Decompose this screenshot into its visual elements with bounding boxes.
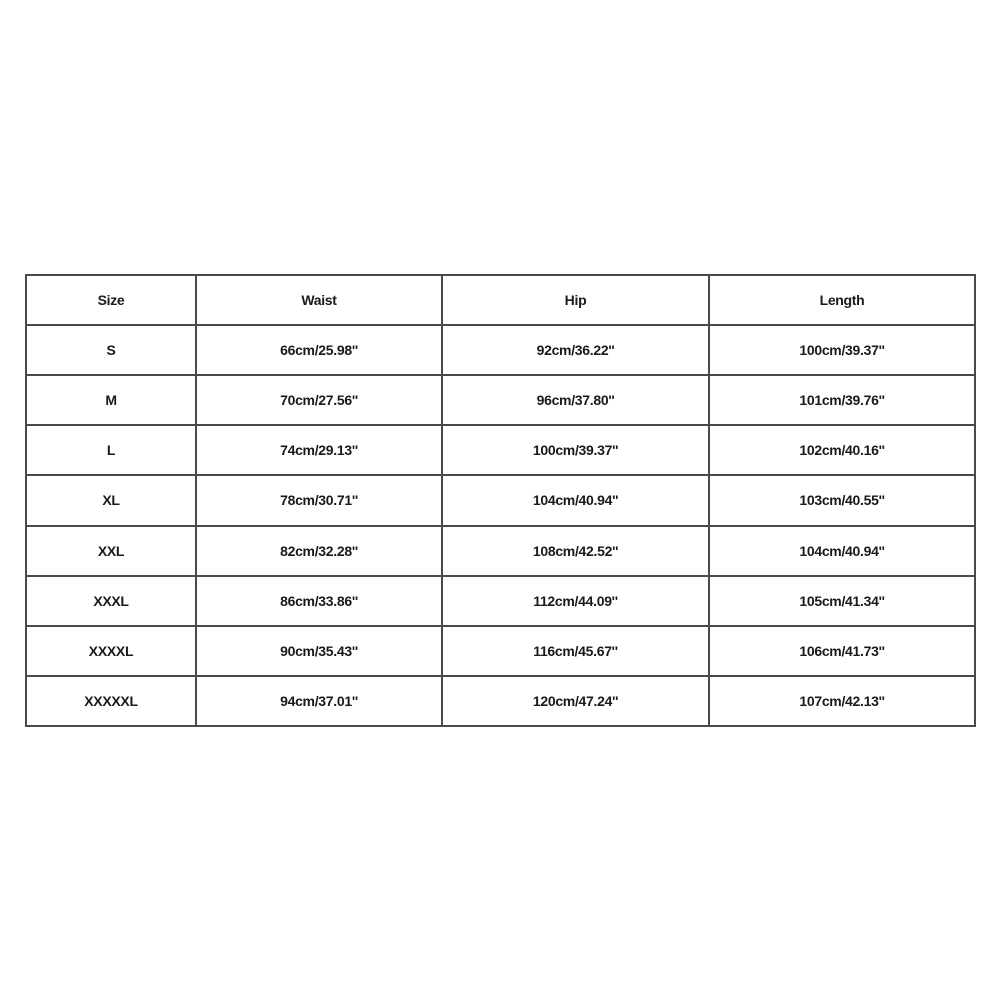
cell-hip: 120cm/47.24''	[442, 676, 709, 726]
cell-hip: 116cm/45.67''	[442, 626, 709, 676]
cell-waist: 70cm/27.56''	[196, 375, 442, 425]
header-hip: Hip	[442, 275, 709, 325]
header-waist: Waist	[196, 275, 442, 325]
cell-size: S	[26, 325, 196, 375]
cell-size: XXXXXL	[26, 676, 196, 726]
cell-hip: 112cm/44.09''	[442, 576, 709, 626]
cell-length: 104cm/40.94''	[709, 526, 975, 576]
cell-length: 106cm/41.73''	[709, 626, 975, 676]
cell-hip: 104cm/40.94''	[442, 475, 709, 525]
header-size: Size	[26, 275, 196, 325]
table-row	[26, 676, 975, 726]
cell-size: M	[26, 375, 196, 425]
cell-size: XXXL	[26, 576, 196, 626]
cell-size: L	[26, 425, 196, 475]
table-row	[26, 425, 975, 475]
table-row	[26, 526, 975, 576]
header-length: Length	[709, 275, 975, 325]
table-row	[26, 325, 975, 375]
cell-waist: 90cm/35.43''	[196, 626, 442, 676]
cell-waist: 66cm/25.98''	[196, 325, 442, 375]
cell-length: 100cm/39.37''	[709, 325, 975, 375]
cell-size: XXL	[26, 526, 196, 576]
cell-waist: 82cm/32.28''	[196, 526, 442, 576]
cell-waist: 94cm/37.01''	[196, 676, 442, 726]
cell-length: 103cm/40.55''	[709, 475, 975, 525]
size-chart-table	[25, 274, 976, 727]
cell-waist: 78cm/30.71''	[196, 475, 442, 525]
cell-hip: 100cm/39.37''	[442, 425, 709, 475]
cell-hip: 108cm/42.52''	[442, 526, 709, 576]
table-row	[26, 375, 975, 425]
cell-length: 101cm/39.76''	[709, 375, 975, 425]
table-row	[26, 576, 975, 626]
table-header-row	[26, 275, 975, 325]
cell-length: 105cm/41.34''	[709, 576, 975, 626]
cell-hip: 96cm/37.80''	[442, 375, 709, 425]
cell-length: 102cm/40.16''	[709, 425, 975, 475]
cell-size: XXXXL	[26, 626, 196, 676]
table-row	[26, 475, 975, 525]
cell-hip: 92cm/36.22''	[442, 325, 709, 375]
cell-waist: 74cm/29.13''	[196, 425, 442, 475]
cell-size: XL	[26, 475, 196, 525]
table-row	[26, 626, 975, 676]
cell-waist: 86cm/33.86''	[196, 576, 442, 626]
cell-length: 107cm/42.13''	[709, 676, 975, 726]
